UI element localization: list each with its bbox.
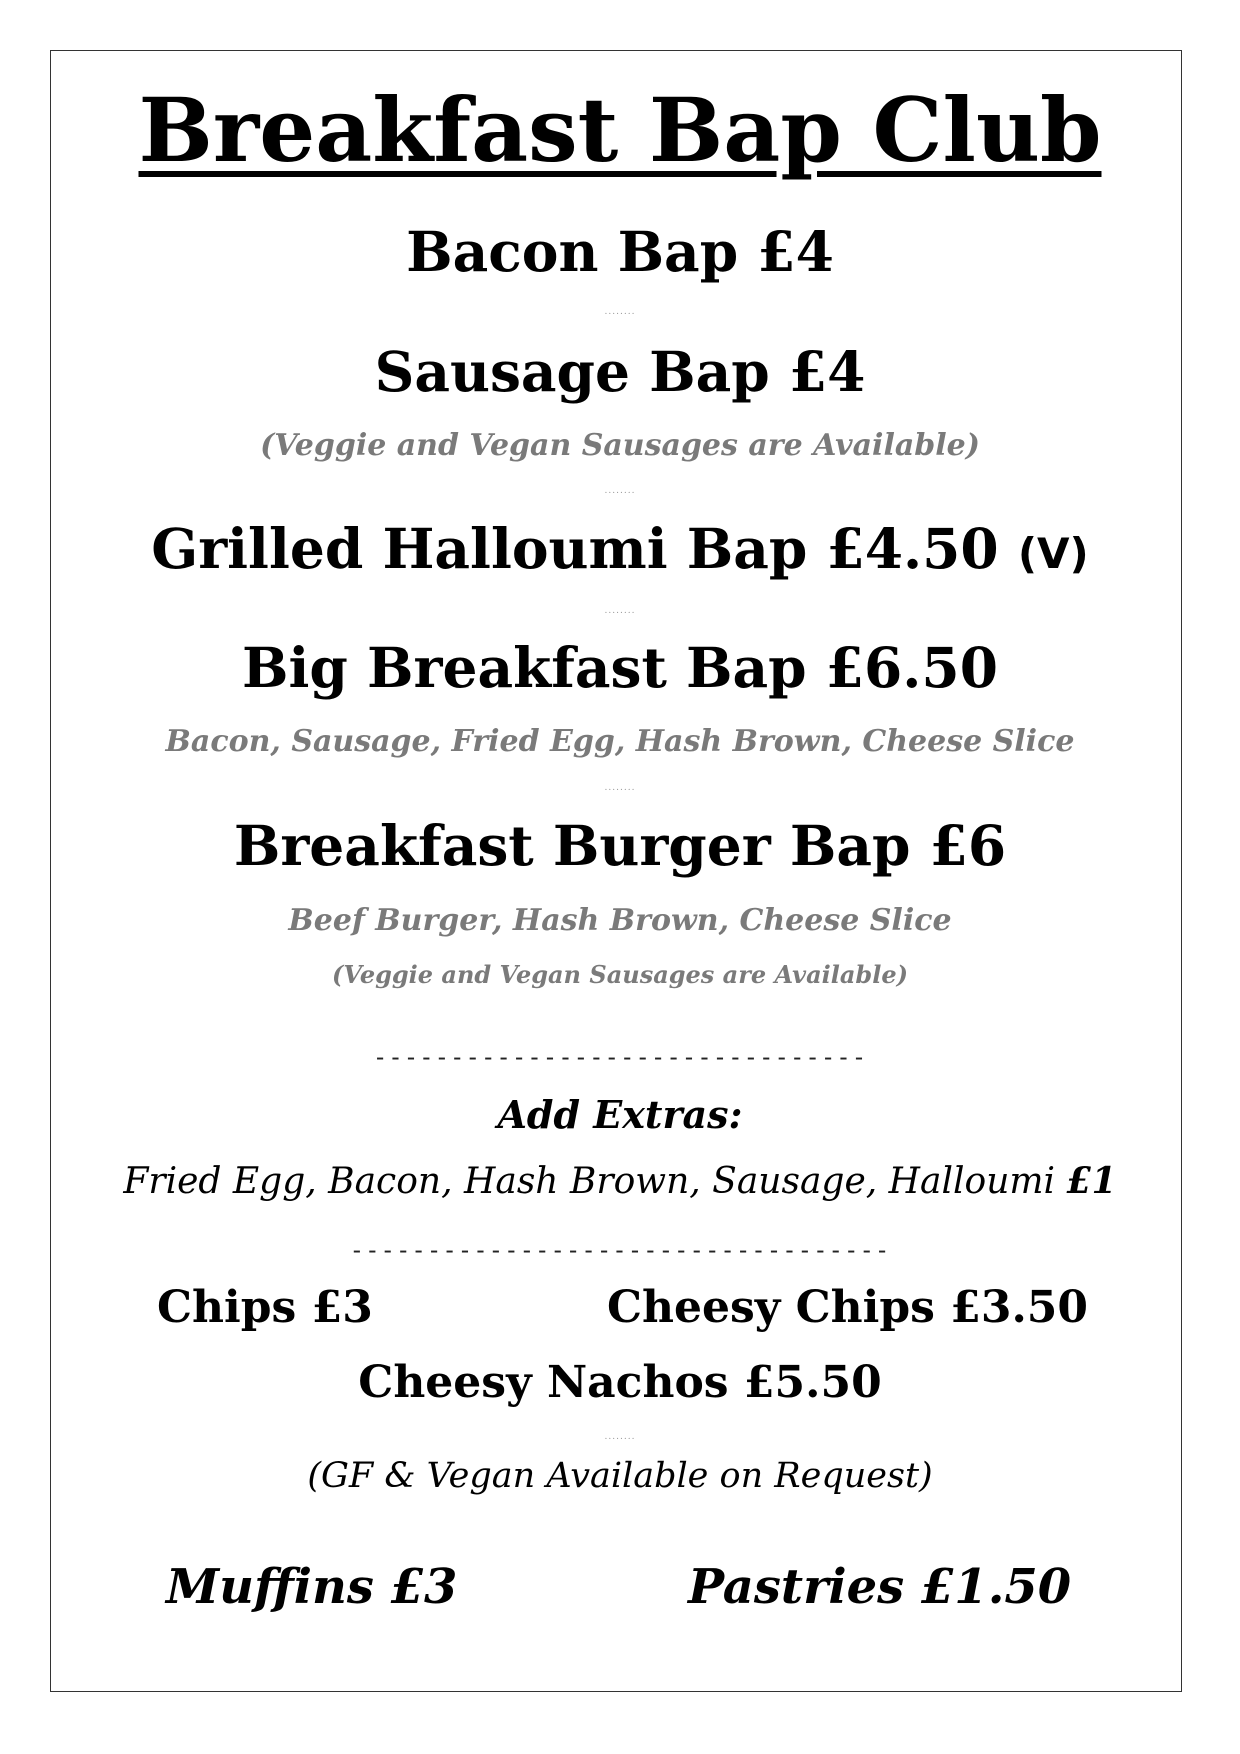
pastries-item: Pastries £1.50 (688, 1559, 1072, 1615)
breakfast-burger-bap-note-2: (Veggie and Vegan Sausages are Available) (332, 960, 908, 989)
dash-separator: ----------------------------------- (349, 1236, 891, 1264)
extras-heading: Add Extras: (497, 1092, 743, 1137)
dash-separator: -------------------------------- (372, 1043, 868, 1071)
dot-separator: ........ (604, 606, 636, 616)
menu-title-text: Breakfast Bap Club (138, 78, 1102, 182)
big-breakfast-bap-item: Big Breakfast Bap £6.50 (242, 635, 998, 700)
extras-list-text: Fried Egg, Bacon, Hash Brown, Sausage, Halloumi (123, 1161, 1067, 1202)
dot-separator: ........ (604, 1432, 636, 1442)
bacon-bap-item: Bacon Bap £4 (406, 219, 834, 284)
sausage-bap-note: (Veggie and Vegan Sausages are Available) (260, 428, 980, 463)
extras-list (0, 1160, 1240, 1203)
breakfast-burger-bap-note: Beef Burger, Hash Brown, Cheese Slice (288, 903, 952, 938)
halloumi-bap-item (0, 517, 1240, 580)
sausage-bap-item: Sausage Bap £4 (374, 339, 866, 404)
breakfast-burger-bap-item: Breakfast Burger Bap £6 (233, 813, 1007, 878)
muffins-item: Muffins £3 (166, 1559, 458, 1615)
cheesy-nachos-item: Cheesy Nachos £5.50 (358, 1357, 882, 1408)
halloumi-bap-text: Grilled Halloumi Bap £4.50 (151, 516, 999, 581)
dot-separator: ........ (604, 307, 636, 317)
vegetarian-tag: (V) (1017, 529, 1089, 578)
request-note: (GF & Vegan Available on Request) (307, 1456, 933, 1496)
extras-price: £1 (1066, 1160, 1117, 1202)
chips-item: Chips £3 (157, 1282, 373, 1333)
big-breakfast-bap-note: Bacon, Sausage, Fried Egg, Hash Brown, Cheese Slice (165, 724, 1075, 759)
menu-title (0, 78, 1240, 182)
dot-separator: ........ (604, 783, 636, 793)
cheesy-chips-item: Cheesy Chips £3.50 (607, 1282, 1089, 1333)
dot-separator: ........ (604, 486, 636, 496)
